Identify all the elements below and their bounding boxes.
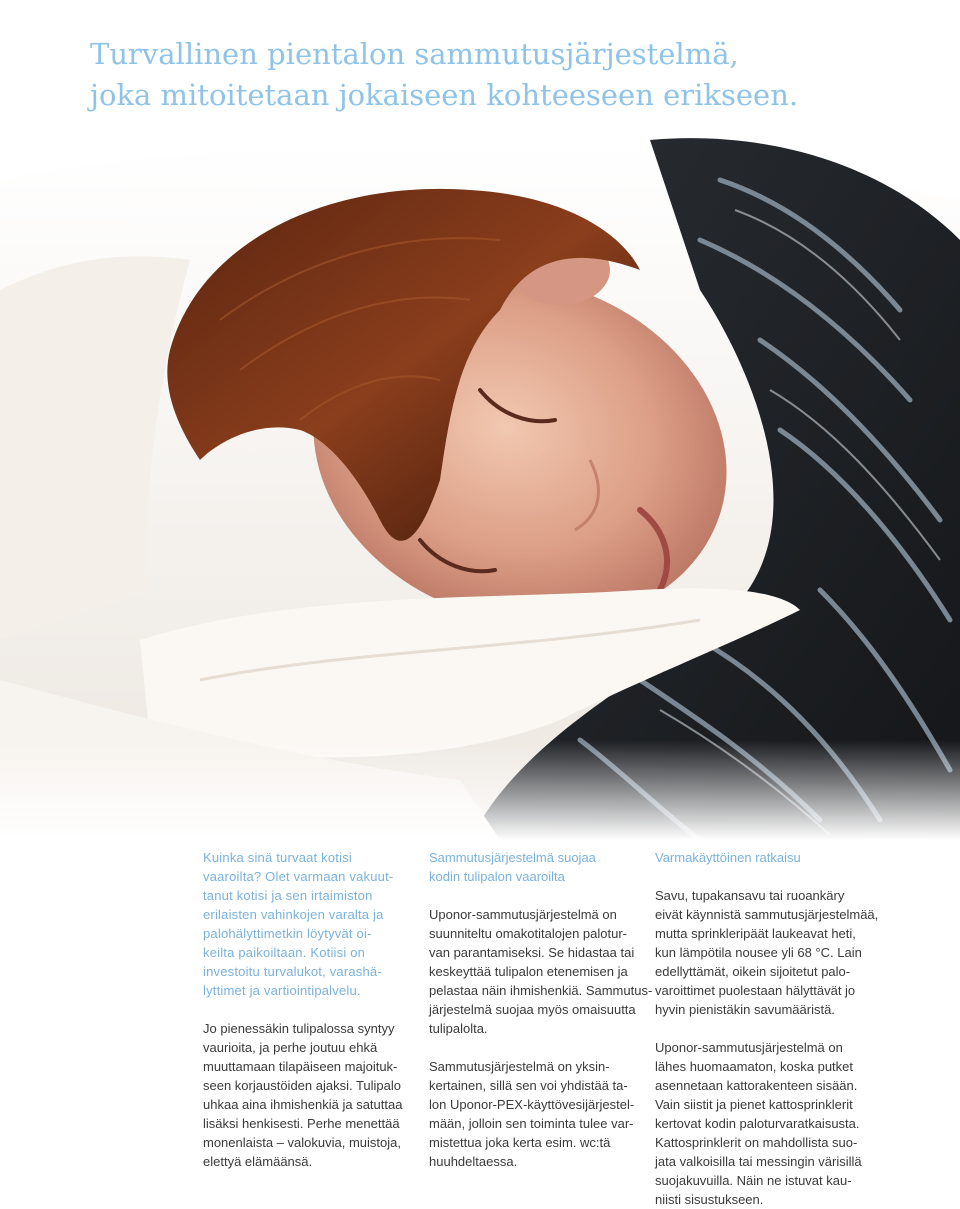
text-line: hyvin pienistäkin savumääristä. — [655, 1002, 835, 1017]
text-line: Uponor-sammutusjärjestelmä on — [655, 1040, 843, 1055]
page-title-line-2: joka mitoitetaan jokaiseen kohteeseen erikseen. — [90, 78, 799, 112]
text-line: tanut kotisi ja sen irtaimiston — [203, 888, 373, 903]
text-line: mistettua joka kerta esim. wc:tä — [429, 1135, 611, 1150]
text-line: Jo pienessäkin tulipalossa syntyy — [203, 1021, 395, 1036]
text-line: Savu, tupakansavu tai ruoankäry — [655, 888, 845, 903]
paragraph — [655, 886, 879, 1019]
text-line: vaaroilta? Olet varmaan vakuut- — [203, 869, 394, 884]
text-line: lisäksi henkisesti. Perhe menettää — [203, 1116, 400, 1131]
column-reliable-solution — [655, 848, 879, 1209]
text-line: investoitu turvalukot, varashä- — [203, 964, 382, 979]
page-title-line-1: Turvallinen pientalon sammutusjärjestelmä, — [90, 37, 739, 71]
text-line: mään, jolloin sen toiminta tulee var- — [429, 1116, 634, 1131]
paragraph — [655, 1038, 867, 1209]
text-line: Uponor-sammutusjärjestelmä on — [429, 907, 617, 922]
text-line: suunniteltu omakotitalojen palotur- — [429, 926, 628, 941]
text-line: kertainen, sillä sen voi yhdistää ta- — [429, 1078, 628, 1093]
text-line: keilta paikoiltaan. Kotiisi on — [203, 945, 366, 960]
intro-body — [203, 1019, 415, 1171]
section-heading — [429, 848, 641, 886]
text-line: jata valkoisilla tai messingin värisillä — [655, 1154, 862, 1169]
text-line: suojakuvuilla. Näin ne istuvat kau- — [655, 1173, 852, 1188]
column-protection — [429, 848, 653, 1171]
text-line: pelastaa näin ihmishenkiä. Sammutus- — [429, 983, 653, 998]
text-line: van parantamiseksi. Se hidastaa tai — [429, 945, 635, 960]
text-line: asennetaan kattorakenteen sisään. — [655, 1078, 858, 1093]
text-line: seen korjaustöiden ajaksi. Tulipalo — [203, 1078, 402, 1093]
text-line: lähes huomaamaton, koska putket — [655, 1059, 854, 1074]
text-line: elettyä elämäänsä. — [203, 1154, 313, 1169]
text-line: Sammutusjärjestelmä suojaa — [429, 850, 596, 865]
text-line: Varmakäyttöinen ratkaisu — [655, 850, 801, 865]
text-line: niisti sisustukseen. — [655, 1192, 764, 1207]
text-line: mutta sprinkleripäät laukeavat heti, — [655, 926, 856, 941]
text-line: Kattosprinklerit on mahdollista suo- — [655, 1135, 858, 1150]
text-line: huuhdeltaessa. — [429, 1154, 518, 1169]
text-line: vaurioita, ja perhe joutuu ehkä — [203, 1040, 378, 1055]
page-title — [90, 34, 890, 116]
text-line: kertovat kodin paloturvaratkaisusta. — [655, 1116, 860, 1131]
text-line: edellyttämät, oikein sijoitetut palo- — [655, 964, 851, 979]
intro-lead — [203, 848, 415, 1000]
text-line: monenlaista – valokuvia, muistoja, — [203, 1135, 401, 1150]
text-line: lon Uponor-PEX-käyttövesijärjestel- — [429, 1097, 635, 1112]
text-line: uhkaa aina ihmishenkiä ja satuttaa — [203, 1097, 403, 1112]
text-line: Sammutusjärjestelmä on yksin- — [429, 1059, 610, 1074]
paragraph — [429, 905, 653, 1038]
text-line: lyttimet ja vartiointipalvelu. — [203, 983, 361, 998]
text-line: Kuinka sinä turvaat kotisi — [203, 850, 352, 865]
sleeping-child-photo — [0, 120, 960, 840]
text-line: palohälyttimetkin löytyvät oi- — [203, 926, 372, 941]
text-line: varoittimet puolestaan hälyttävät jo — [655, 983, 856, 998]
text-line: kun lämpötila nousee yli 68 °C. Lain — [655, 945, 862, 960]
column-intro — [203, 848, 415, 1171]
text-line: keskeyttää tulipalon etenemisen ja — [429, 964, 628, 979]
text-line: eivät käynnistä sammutusjärjestelmää, — [655, 907, 879, 922]
text-line: muuttamaan tilapäiseen majoituk- — [203, 1059, 398, 1074]
text-line: Vain siistit ja pienet kattosprinklerit — [655, 1097, 853, 1112]
text-line: erilaisten vahinkojen varalta ja — [203, 907, 384, 922]
paragraph — [429, 1057, 641, 1171]
text-line: järjestelmä suojaa myös omaisuutta — [429, 1002, 636, 1017]
text-line: tulipalolta. — [429, 1021, 488, 1036]
text-line: kodin tulipalon vaaroilta — [429, 869, 565, 884]
section-heading — [655, 848, 867, 867]
